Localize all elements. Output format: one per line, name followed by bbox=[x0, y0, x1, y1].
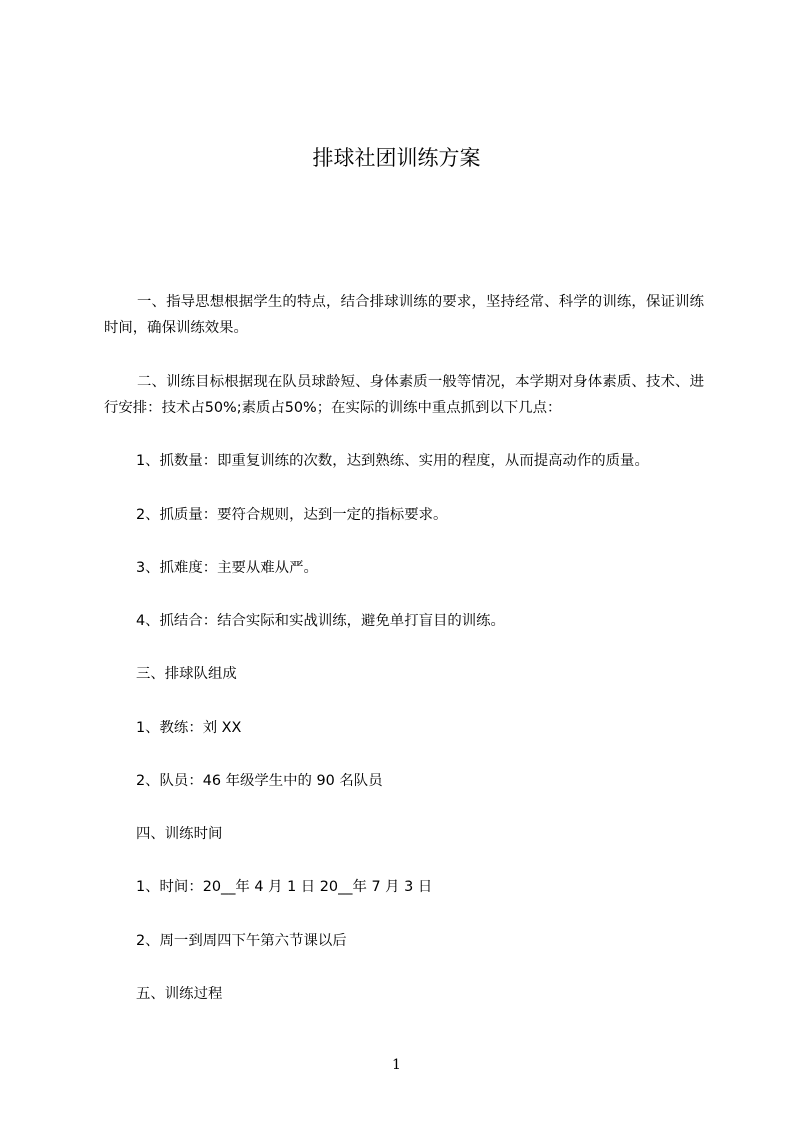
list-item-difficulty: 3、抓难度：主要从难从严。 bbox=[136, 560, 318, 576]
list-item-quantity: 1、抓数量：即重复训练的次数，达到熟练、实用的程度，从而提高动作的质量。 bbox=[136, 453, 649, 469]
list-item-quality: 2、抓质量：要符合规则，达到一定的指标要求。 bbox=[136, 507, 448, 523]
section-heading-team: 三、排球队组成 bbox=[136, 666, 237, 682]
list-item-combination: 4、抓结合：结合实际和实战训练，避免单打盲目的训练。 bbox=[136, 613, 505, 629]
list-item-dates: 1、时间：20__年 4 月 1 日 20__年 7 月 3 日 bbox=[136, 879, 433, 895]
section-heading-process: 五、训练过程 bbox=[136, 986, 223, 1002]
section-heading-time: 四、训练时间 bbox=[136, 826, 223, 842]
document-title: 排球社团训练方案 bbox=[312, 146, 481, 170]
paragraph-guiding-ideology: 一、指导思想根据学生的特点，结合排球训练的要求，坚持经常、科学的训练，保证训练时间，确保训练效果。 bbox=[104, 294, 704, 336]
list-item-coach: 1、教练：刘 XX bbox=[136, 720, 242, 736]
list-item-schedule: 2、周一到周四下午第六节课以后 bbox=[136, 933, 347, 949]
list-item-members: 2、队员：46 年级学生中的 90 名队员 bbox=[136, 773, 383, 789]
paragraph-training-goals: 二、训练目标根据现在队员球龄短、身体素质一般等情况，本学期对身体素质、技术、进行安排：技术占50%;素质占50%；在实际的训练中重点抓到以下几点： bbox=[104, 374, 704, 416]
page-number: 1 bbox=[392, 1057, 401, 1073]
